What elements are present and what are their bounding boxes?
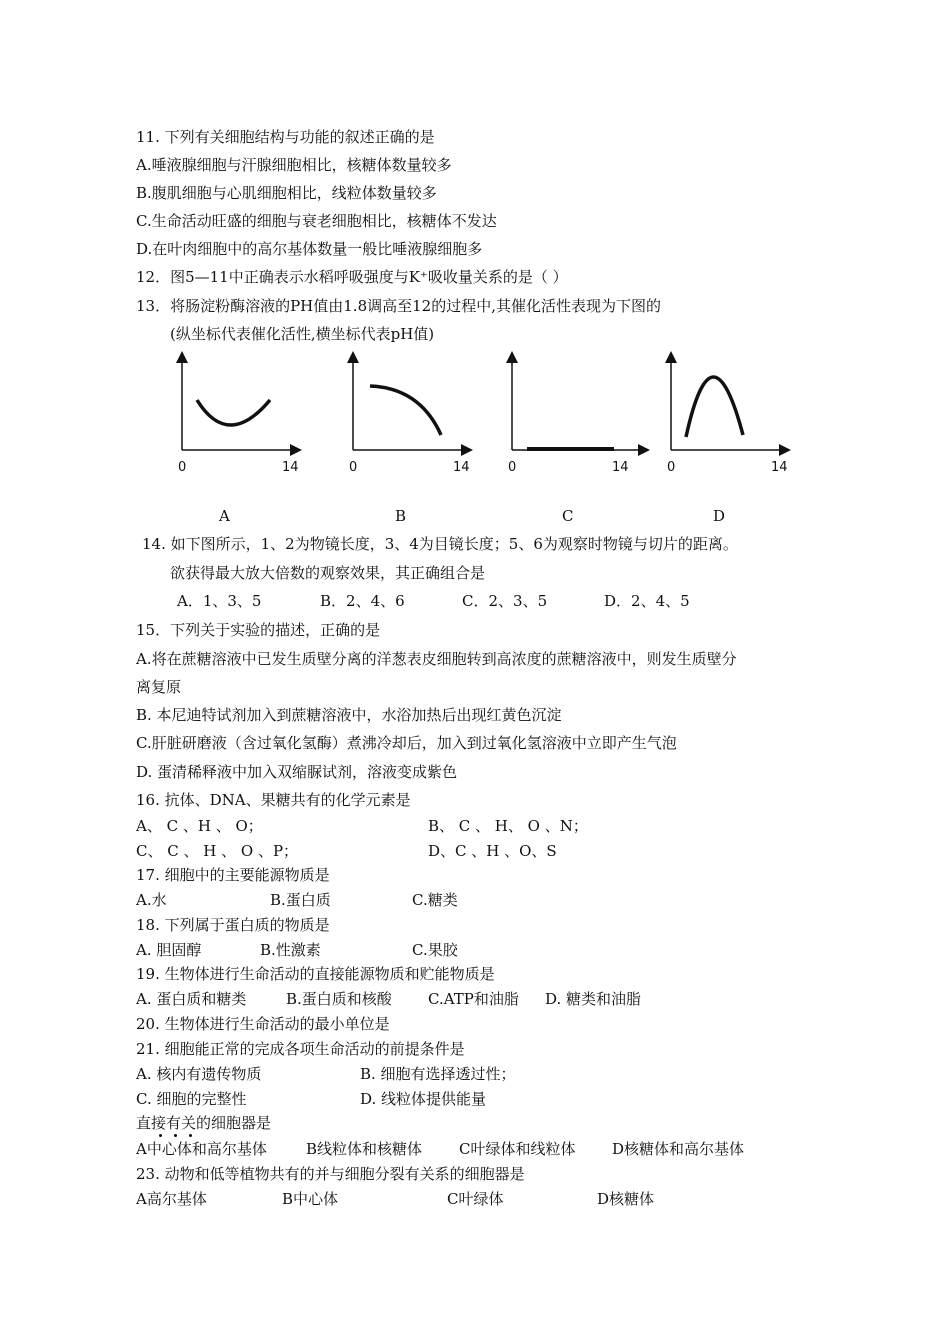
q15-stem: 15．下列关于实验的描述，正确的是 <box>136 621 381 639</box>
q16-option-b: B、 C 、 H、 O 、N； <box>428 817 588 835</box>
q23-option-c: C叶绿体 <box>447 1190 504 1208</box>
q21-option-c: C. 细胞的完整性 <box>136 1090 247 1108</box>
q14-option-d: D．2、4、5 <box>604 592 690 610</box>
q19-option-a: A. 蛋白质和糖类 <box>136 990 247 1008</box>
q21-stem: 21. 细胞能正常的完成各项生命活动的前提条件是 <box>136 1040 465 1058</box>
q20-stem: 20. 生物体进行生命活动的最小单位是 <box>136 1015 390 1033</box>
graph-a <box>178 357 299 475</box>
q22-stem: 直接有关的细胞器是 <box>136 1114 272 1132</box>
q14-stem2: 欲获得最大放大倍数的观察效果，其正确组合是 <box>170 564 486 582</box>
graph-b-x-start: 0 <box>349 460 358 475</box>
graph-b-label: B <box>395 507 407 525</box>
q22-option-c: C叶绿体和线粒体 <box>459 1140 576 1158</box>
q22-option-b: B线粒体和核糖体 <box>306 1140 423 1158</box>
q17-stem: 17. 细胞中的主要能源物质是 <box>136 866 330 884</box>
graph-d-x-start: 0 <box>667 460 676 475</box>
graph-d-x-end: 14 <box>771 460 788 475</box>
q11-option-d: D.在叶肉细胞中的高尔基体数量一般比唾液腺细胞多 <box>136 240 483 258</box>
q19-option-d: D. 糖类和油脂 <box>545 990 642 1008</box>
graph-a-x-start: 0 <box>178 460 187 475</box>
q23-stem: 23. 动物和低等植物共有的并与细胞分裂有关系的细胞器是 <box>136 1165 525 1183</box>
q21-option-b: B. 细胞有选择透过性； <box>360 1065 516 1083</box>
q12-stem: 12．图5—11中正确表示水稻呼吸强度与K⁺吸收量关系的是（ ） <box>136 268 568 286</box>
q17-option-c: C.糖类 <box>412 891 458 909</box>
q14-option-c: C．2、3、5 <box>462 592 548 610</box>
q11-option-b: B.腹肌细胞与心肌细胞相比，线粒体数量较多 <box>136 184 437 202</box>
q16-option-c: C、 C 、 H 、 O 、P； <box>136 842 299 860</box>
q11-option-a: A.唾液腺细胞与汗腺细胞相比，核糖体数量较多 <box>136 156 452 174</box>
q11-stem: 11. 下列有关细胞结构与功能的叙述正确的是 <box>136 128 435 146</box>
graph-d <box>667 357 788 475</box>
q18-option-c: C.果胶 <box>412 941 458 959</box>
graph-a-curve <box>197 400 270 425</box>
graph-b <box>349 357 470 475</box>
graph-c <box>508 357 644 475</box>
q14-option-a: A．1、3、5 <box>177 592 262 610</box>
q13-note: (纵坐标代表催化活性,横坐标代表pH值) <box>170 325 435 343</box>
q19-stem: 19. 生物体进行生命活动的直接能源物质和贮能物质是 <box>136 965 495 983</box>
emphasis-dot <box>189 1134 192 1137</box>
q14-stem: 14. 如下图所示，1、2为物镜长度，3、4为目镜长度；5、6为观察时物镜与切片的距离。 <box>142 535 738 553</box>
q16-option-a: A、 C 、H 、 O； <box>136 817 263 835</box>
graph-a-x-end: 14 <box>282 460 299 475</box>
q14-option-b: B．2、4、6 <box>320 592 405 610</box>
graph-c-label: C <box>562 507 574 525</box>
q15-option-c: C.肝脏研磨液（含过氧化氢酶）煮沸冷却后，加入到过氧化氢溶液中立即产生气泡 <box>136 734 677 752</box>
q13-graphs <box>0 0 950 540</box>
q18-option-b: B.性激素 <box>260 941 321 959</box>
emphasis-dot <box>159 1134 162 1137</box>
q15-option-a-line2: 离复原 <box>136 678 182 696</box>
q18-option-a: A. 胆固醇 <box>136 941 202 959</box>
q22-option-a: A中心体和高尔基体 <box>136 1140 267 1158</box>
graph-a-label: A <box>219 507 230 525</box>
emphasis-dot <box>174 1134 177 1137</box>
q21-option-a: A. 核内有遗传物质 <box>136 1065 262 1083</box>
q16-stem: 16. 抗体、DNA、果糖共有的化学元素是 <box>136 791 411 809</box>
q19-option-b: B.蛋白质和核酸 <box>286 990 392 1008</box>
graph-c-x-start: 0 <box>508 460 517 475</box>
graph-d-label: D <box>713 507 726 525</box>
graph-b-x-end: 14 <box>453 460 470 475</box>
q16-option-d: D、C 、H 、O、S <box>428 842 557 860</box>
q23-option-a: A高尔基体 <box>136 1190 207 1208</box>
q15-option-a-line1: A.将在蔗糖溶液中已发生质壁分离的洋葱表皮细胞转到高浓度的蔗糖溶液中，则发生质壁分 <box>136 650 737 668</box>
q21-option-d: D. 线粒体提供能量 <box>360 1090 487 1108</box>
q18-stem: 18. 下列属于蛋白质的物质是 <box>136 916 330 934</box>
q22-option-d: D核糖体和高尔基体 <box>612 1140 745 1158</box>
q15-option-b: B. 本尼迪特试剂加入到蔗糖溶液中，水浴加热后出现红黄色沉淀 <box>136 706 562 724</box>
q23-option-b: B中心体 <box>282 1190 339 1208</box>
q11-option-c: C.生命活动旺盛的细胞与衰老细胞相比，核糖体不发达 <box>136 212 497 230</box>
q17-option-b: B.蛋白质 <box>270 891 331 909</box>
q23-option-d: D核糖体 <box>597 1190 655 1208</box>
q15-option-d: D. 蛋清稀释液中加入双缩脲试剂，溶液变成紫色 <box>136 763 458 781</box>
graph-d-curve <box>686 377 743 437</box>
q17-option-a: A.水 <box>136 891 167 909</box>
graph-b-curve <box>370 386 441 435</box>
q19-option-c: C.ATP和油脂 <box>428 990 519 1008</box>
graph-c-x-end: 14 <box>612 460 629 475</box>
q13-stem: 13．将肠淀粉酶溶液的PH值由1.8调高至12的过程中,其催化活性表现为下图的 <box>136 297 661 315</box>
